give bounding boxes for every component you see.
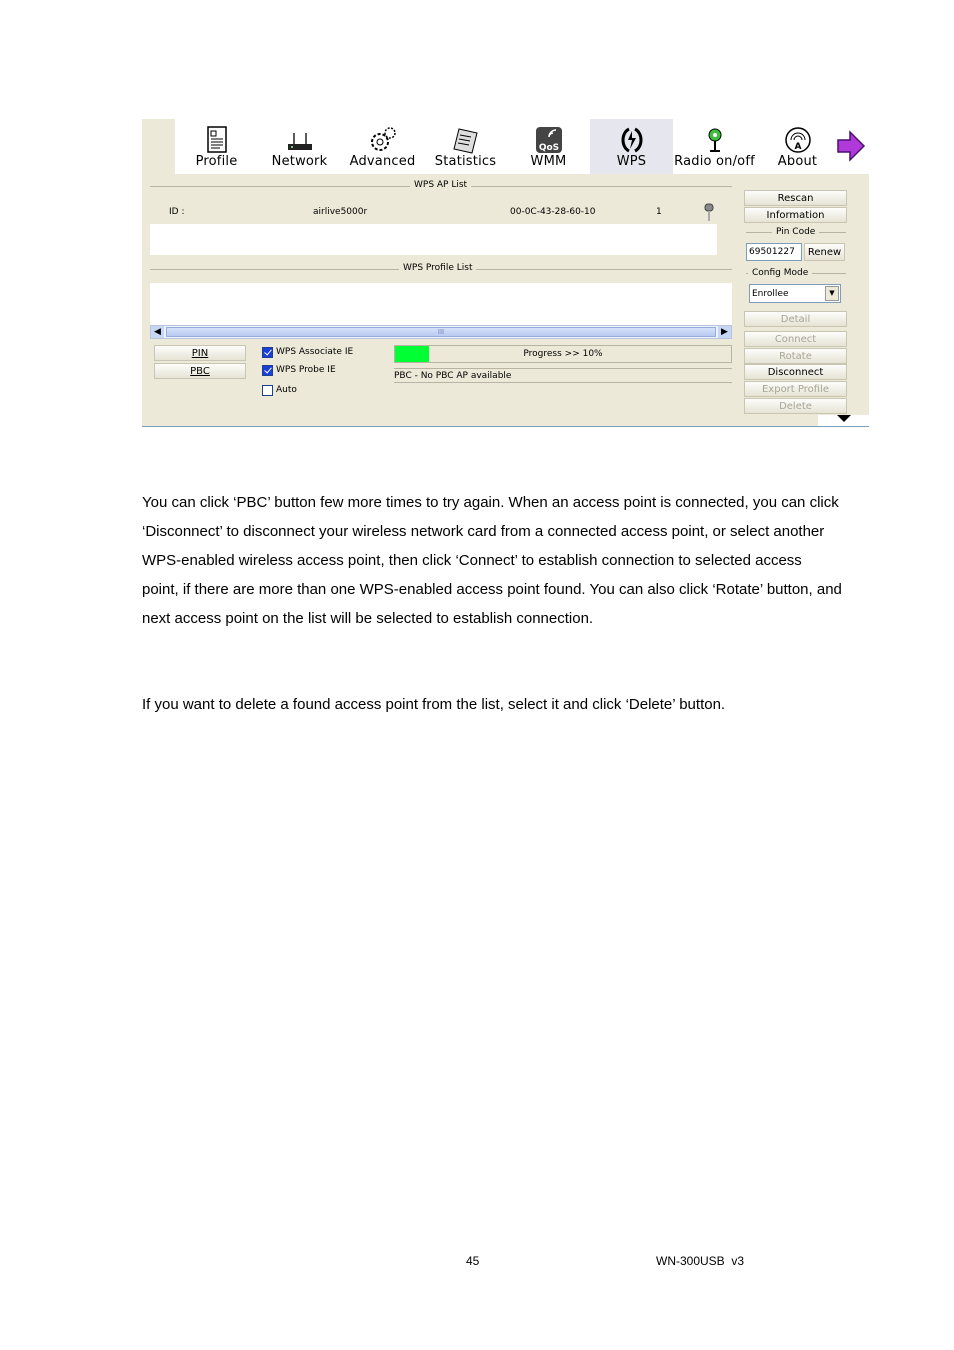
auto-label: Auto [276, 385, 297, 395]
model-name: WN-300USB v3 [656, 1254, 745, 1268]
arrow-right-icon[interactable] [836, 129, 866, 163]
wps-associate-ie-checkbox[interactable] [262, 347, 273, 358]
profile-icon [202, 125, 232, 155]
tab-network[interactable] [258, 119, 341, 174]
triangle-down-icon[interactable] [837, 415, 851, 422]
wps-associate-ie-label: WPS Associate IE [276, 347, 354, 357]
pin-code-field[interactable]: 69501227 [746, 243, 802, 261]
connect-button[interactable] [744, 331, 847, 347]
chevron-down-icon[interactable]: ▼ [825, 286, 839, 301]
key-icon [703, 203, 715, 223]
information-button[interactable] [744, 207, 847, 223]
scroll-thumb[interactable]: III [166, 327, 716, 337]
wps-screenshot [142, 119, 869, 427]
svg-text:QoS: QoS [538, 143, 560, 153]
radio-icon [700, 125, 730, 155]
paragraph-1: You can click ‘PBC’ button few more times to try again. When an access point is connected, you can click ‘Disconnect’ to disconnect your wireless network card from a connected access point, or select another WPS-enabled wireless access point, then click ‘Connect’ to establish connection to selected access point, if there are more than one WPS-enabled access point found. You can also click ‘Rotate’ button, and next access point on the list will be selected to establish connection. [142, 494, 842, 627]
statistics-icon [451, 125, 481, 155]
detail-button[interactable] [744, 311, 847, 327]
profile-list-title: WPS Profile List [399, 263, 476, 273]
config-mode-value: Enrollee [752, 289, 789, 299]
profile-list-box[interactable] [150, 283, 732, 325]
progress-text: Progress >> 10% [523, 349, 603, 359]
renew-label: Renew [807, 247, 842, 258]
ap-list-title: WPS AP List [410, 180, 471, 190]
tab-profile[interactable] [175, 119, 258, 174]
ap-id-label: ID : [169, 207, 185, 217]
network-icon [285, 125, 315, 155]
tab-advanced[interactable] [341, 119, 424, 174]
about-icon [783, 125, 813, 155]
tab-network-label: Network [271, 154, 328, 169]
auto-checkbox[interactable] [262, 385, 273, 396]
wps-probe-ie-label: WPS Probe IE [276, 365, 336, 375]
export-profile-label: Export Profile [761, 384, 829, 395]
tab-wmm-label: WMM [530, 154, 567, 169]
progress-bar [394, 345, 732, 363]
wps-icon [617, 125, 647, 155]
ap-bssid: 00-0C-43-28-60-10 [510, 207, 596, 217]
tab-wps-label: WPS [616, 154, 647, 169]
toolbar-left-pad [142, 119, 175, 174]
tab-radio-label: Radio on/off [674, 154, 755, 169]
tab-about[interactable] [756, 119, 839, 174]
tab-radio[interactable] [673, 119, 756, 174]
status-text: PBC - No PBC AP available [394, 371, 512, 381]
delete-label: Delete [779, 401, 812, 412]
svg-text:A: A [794, 142, 802, 152]
rescan-label: Rescan [777, 193, 814, 204]
scroll-left-icon[interactable]: ◀ [151, 326, 164, 338]
config-mode-title: Config Mode [748, 268, 812, 278]
page-number: 45 [466, 1254, 480, 1268]
tab-profile-label: Profile [195, 154, 238, 169]
pin-button[interactable] [154, 345, 246, 361]
tab-statistics[interactable] [424, 119, 507, 174]
tab-statistics-label: Statistics [434, 154, 497, 169]
wps-probe-ie-checkbox[interactable] [262, 365, 273, 376]
expand-area[interactable] [818, 415, 869, 426]
tab-wps[interactable] [590, 119, 673, 174]
gear-icon [368, 125, 398, 155]
pin-button-label: PIN [191, 348, 209, 359]
ap-list-row[interactable] [150, 200, 717, 224]
toolbar [142, 119, 869, 174]
ap-channel: 1 [656, 207, 662, 217]
scroll-right-icon[interactable]: ▶ [718, 326, 731, 338]
pbc-button-label: PBC [190, 366, 210, 377]
horizontal-scrollbar[interactable] [150, 325, 732, 339]
export-profile-button[interactable] [744, 381, 847, 397]
disconnect-label: Disconnect [767, 367, 824, 378]
detail-label: Detail [780, 314, 811, 325]
paragraph-2: If you want to delete a found access point from the list, select it and click ‘Delete’ button. [142, 696, 726, 713]
tab-advanced-label: Advanced [349, 154, 416, 169]
information-label: Information [766, 210, 825, 221]
delete-button[interactable] [744, 398, 847, 414]
tab-about-label: About [777, 154, 818, 169]
qos-icon [534, 125, 564, 155]
disconnect-button[interactable] [744, 364, 847, 380]
renew-button[interactable] [804, 243, 845, 261]
connect-label: Connect [774, 334, 817, 345]
ap-ssid: airlive5000r [313, 207, 368, 217]
config-mode-select[interactable] [749, 284, 841, 303]
rescan-button[interactable] [744, 190, 847, 206]
status-line [394, 368, 732, 383]
rotate-button[interactable] [744, 348, 847, 364]
pin-code-title: Pin Code [772, 227, 819, 237]
pbc-button[interactable] [154, 363, 246, 379]
tab-wmm[interactable] [507, 119, 590, 174]
rotate-label: Rotate [779, 351, 812, 362]
